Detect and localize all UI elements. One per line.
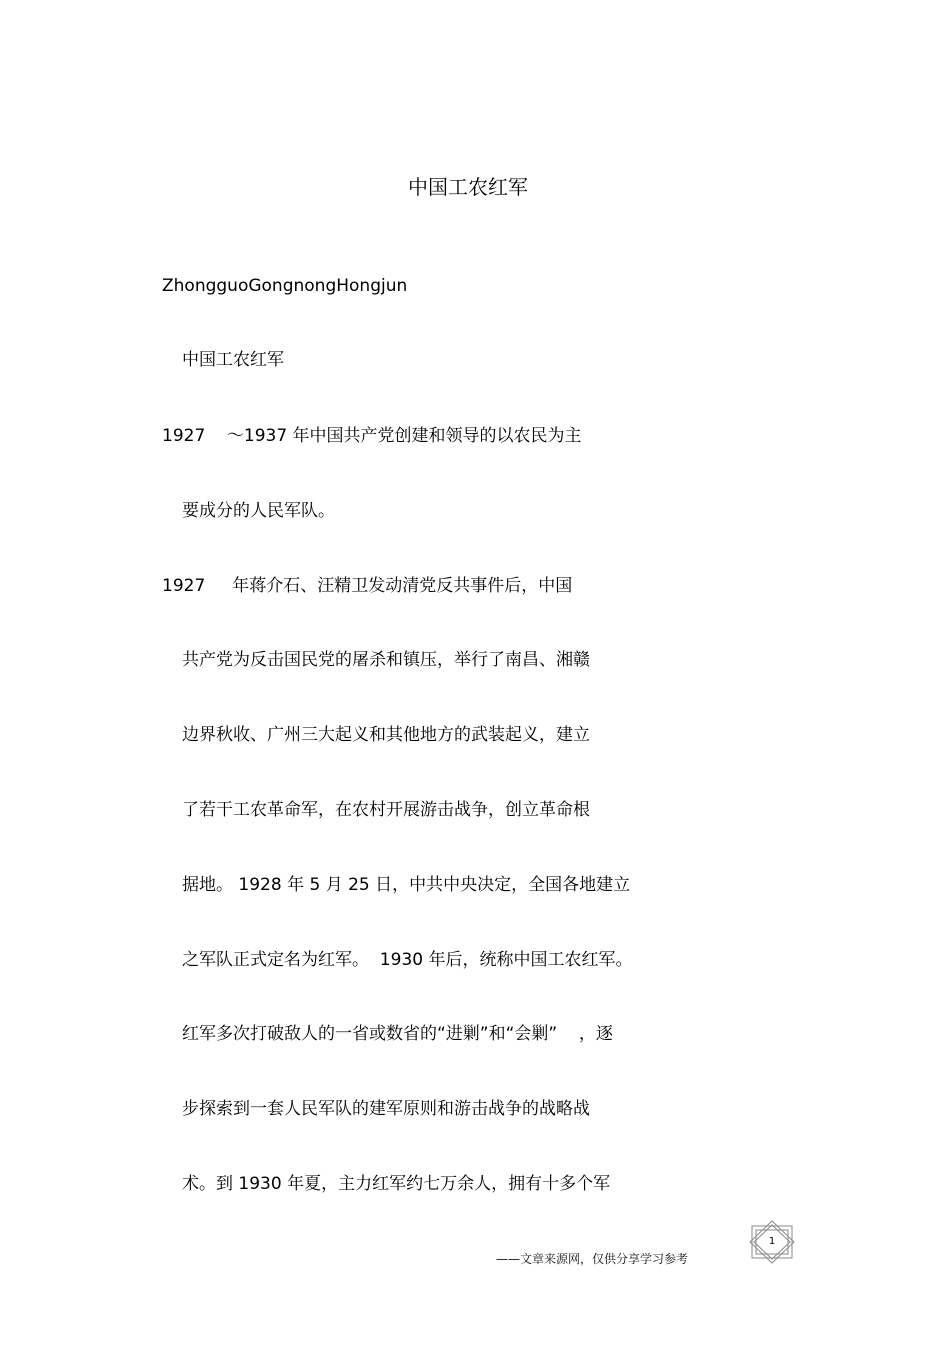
footer-note: ——文章来源网，仅供分享学习参考 bbox=[496, 1252, 689, 1266]
paragraph-line: 1927 年蒋介石、汪精卫发动清党反共事件后，中国 bbox=[162, 576, 573, 596]
document-title: 中国工农红军 bbox=[408, 175, 528, 199]
paragraph-line: 之军队正式定名为红军。 1930 年后，统称中国工农红军。 bbox=[182, 950, 633, 970]
paragraph-line: 边界秋收、广州三大起义和其他地方的武装起义，建立 bbox=[182, 725, 590, 745]
paragraph-line: 了若干工农革命军，在农村开展游击战争，创立革命根 bbox=[182, 800, 590, 820]
paragraph-line: 1927 ～1937 年中国共产党创建和领导的以农民为主 bbox=[162, 426, 582, 446]
page-number: 1 bbox=[768, 1236, 776, 1247]
paragraph-line: 中国工农红军 bbox=[182, 350, 284, 370]
paragraph-line: 要成分的人民军队。 bbox=[182, 501, 335, 521]
paragraph-line: 术。到 1930 年夏，主力红军约七万余人，拥有十多个军 bbox=[182, 1174, 611, 1194]
paragraph-line: 步探索到一套人民军队的建军原则和游击战争的战略战 bbox=[182, 1099, 590, 1119]
paragraph-line: 据地。 1928 年 5 月 25 日，中共中央决定，全国各地建立 bbox=[182, 875, 631, 895]
paragraph-line: 共产党为反击国民党的屠杀和镇压，举行了南昌、湘赣 bbox=[182, 650, 590, 670]
pinyin-title: ZhongguoGongnongHongjun bbox=[162, 276, 408, 296]
paragraph-line: 红军多次打破敌人的一省或数省的“进剿”和“会剿” ，逐 bbox=[182, 1024, 613, 1044]
